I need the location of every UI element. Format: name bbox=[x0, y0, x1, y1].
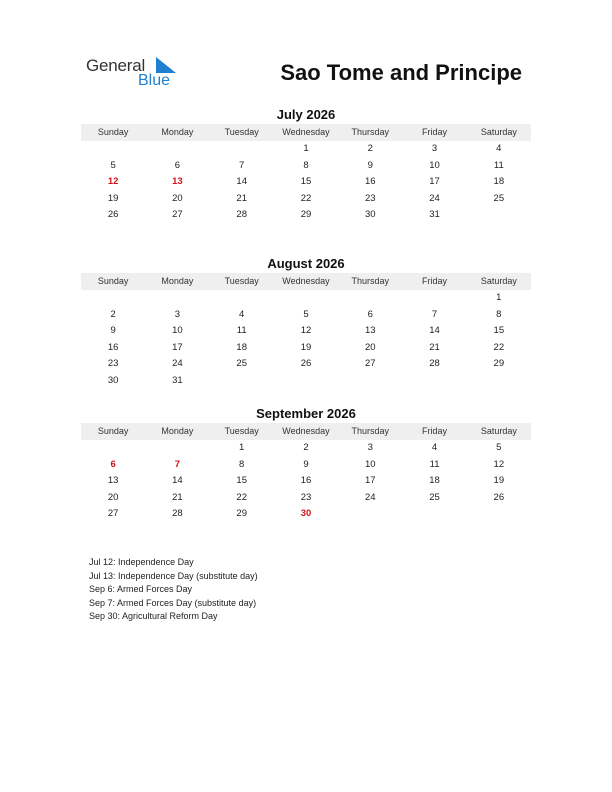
holiday-note: Sep 7: Armed Forces Day (substitute day) bbox=[89, 597, 257, 608]
weekday-label: Thursday bbox=[351, 426, 390, 436]
date-cell: 7 bbox=[431, 308, 438, 320]
date-cell: 8 bbox=[239, 458, 245, 470]
date-cell: 8 bbox=[496, 308, 502, 320]
date-cell: 30 bbox=[364, 209, 376, 221]
week-row bbox=[81, 207, 531, 224]
date-cell: 9 bbox=[303, 458, 309, 470]
date-cell: 29 bbox=[493, 358, 505, 370]
weekday-label: Friday bbox=[422, 127, 448, 137]
empty-date-cell bbox=[145, 290, 209, 307]
logo-text-blue: Blue bbox=[138, 72, 171, 89]
week-row bbox=[81, 373, 531, 390]
date-cell: 11 bbox=[429, 458, 440, 470]
date-cell: 1 bbox=[303, 143, 309, 154]
date-cell: 11 bbox=[236, 325, 247, 337]
holiday-date-cell: 6 bbox=[110, 458, 116, 470]
generalblue-logo bbox=[86, 56, 186, 92]
weekday-label: Wednesday bbox=[282, 426, 330, 436]
date-cell: 27 bbox=[107, 508, 119, 520]
logo-text-general: General bbox=[86, 56, 146, 75]
date-cell: 28 bbox=[172, 508, 183, 520]
date-cell: 26 bbox=[107, 209, 119, 221]
date-cell: 8 bbox=[303, 159, 309, 171]
date-cell: 21 bbox=[429, 341, 440, 353]
date-cell: 19 bbox=[493, 475, 505, 487]
week-row bbox=[81, 340, 531, 357]
date-cell: 9 bbox=[110, 325, 116, 337]
empty-date-cell bbox=[467, 207, 531, 224]
date-cell: 22 bbox=[236, 491, 247, 503]
weekday-label: Monday bbox=[161, 426, 194, 436]
empty-date-cell bbox=[81, 290, 145, 307]
weekday-label: Wednesday bbox=[282, 276, 330, 286]
date-cell: 21 bbox=[236, 192, 247, 204]
empty-date-cell bbox=[467, 506, 531, 523]
date-cell: 15 bbox=[236, 475, 247, 487]
date-cell: 19 bbox=[107, 192, 119, 204]
holiday-note: Jul 12: Independence Day bbox=[89, 557, 194, 567]
date-cell: 25 bbox=[236, 358, 247, 370]
date-cell: 2 bbox=[110, 308, 116, 320]
weekday-label: Friday bbox=[422, 276, 448, 286]
week-row bbox=[81, 174, 531, 191]
date-cell: 31 bbox=[429, 209, 440, 221]
weekday-label: Monday bbox=[161, 276, 194, 286]
logo-triangle-icon bbox=[156, 57, 176, 73]
holiday-notes bbox=[89, 556, 258, 624]
date-cell: 16 bbox=[300, 475, 312, 487]
empty-date-cell bbox=[402, 373, 466, 390]
empty-date-cell bbox=[338, 290, 402, 307]
empty-date-cell bbox=[274, 373, 338, 390]
date-cell: 26 bbox=[493, 491, 505, 503]
weekday-header-row bbox=[81, 124, 531, 141]
date-cell: 9 bbox=[367, 159, 373, 171]
week-row bbox=[81, 490, 531, 507]
date-cell: 20 bbox=[364, 341, 376, 353]
date-cell: 16 bbox=[364, 176, 376, 188]
date-cell: 31 bbox=[172, 374, 183, 386]
date-cell: 26 bbox=[300, 358, 312, 370]
week-row bbox=[81, 290, 531, 307]
weekday-label: Thursday bbox=[351, 127, 390, 137]
empty-date-cell bbox=[402, 506, 466, 523]
date-cell: 10 bbox=[172, 325, 183, 337]
week-row bbox=[81, 356, 531, 373]
weekday-label: Friday bbox=[422, 426, 448, 436]
empty-date-cell bbox=[210, 141, 274, 158]
date-cell: 13 bbox=[364, 325, 376, 337]
date-cell: 5 bbox=[496, 442, 502, 453]
calendar-month-september bbox=[81, 405, 531, 523]
empty-date-cell bbox=[467, 373, 531, 390]
date-cell: 3 bbox=[431, 143, 438, 154]
empty-date-cell bbox=[145, 141, 209, 158]
date-cell: 24 bbox=[429, 192, 440, 204]
date-cell: 1 bbox=[496, 292, 502, 303]
date-cell: 5 bbox=[110, 159, 116, 171]
date-cell: 24 bbox=[364, 491, 376, 503]
date-cell: 10 bbox=[364, 458, 376, 470]
date-cell: 11 bbox=[493, 159, 504, 171]
date-cell: 2 bbox=[367, 143, 373, 154]
date-cell: 3 bbox=[367, 442, 373, 453]
date-cell: 3 bbox=[174, 308, 181, 320]
week-row bbox=[81, 440, 531, 457]
date-cell: 15 bbox=[493, 325, 505, 337]
date-cell: 23 bbox=[364, 192, 376, 204]
date-cell: 18 bbox=[236, 341, 247, 353]
weekday-label: Saturday bbox=[480, 127, 517, 137]
holiday-note: Jul 13: Independence Day (substitute day) bbox=[89, 570, 258, 581]
weekday-label: Tuesday bbox=[224, 276, 259, 286]
empty-date-cell bbox=[402, 290, 466, 307]
date-cell: 25 bbox=[493, 192, 505, 204]
empty-date-cell bbox=[81, 141, 145, 158]
week-row bbox=[81, 506, 531, 523]
date-cell: 6 bbox=[367, 308, 373, 320]
holiday-date-cell: 30 bbox=[300, 508, 312, 520]
date-cell: 4 bbox=[431, 442, 438, 453]
weekday-label: Tuesday bbox=[224, 426, 259, 436]
date-cell: 17 bbox=[429, 176, 440, 188]
date-cell: 13 bbox=[107, 475, 119, 487]
date-cell: 12 bbox=[493, 458, 505, 470]
empty-date-cell bbox=[145, 440, 209, 457]
week-row bbox=[81, 307, 531, 324]
weekday-label: Sunday bbox=[97, 426, 129, 436]
empty-date-cell bbox=[274, 290, 338, 307]
weekday-label: Thursday bbox=[351, 276, 390, 286]
date-cell: 7 bbox=[239, 159, 245, 171]
empty-date-cell bbox=[210, 373, 274, 390]
month-title: September 2026 bbox=[256, 406, 356, 421]
empty-date-cell bbox=[210, 290, 274, 307]
holiday-date-cell: 12 bbox=[107, 176, 119, 188]
date-cell: 14 bbox=[236, 176, 247, 188]
date-cell: 17 bbox=[364, 475, 376, 487]
date-cell: 17 bbox=[172, 341, 183, 353]
date-cell: 28 bbox=[429, 358, 440, 370]
date-cell: 6 bbox=[174, 159, 181, 171]
date-cell: 22 bbox=[493, 341, 505, 353]
date-cell: 10 bbox=[429, 159, 440, 171]
holiday-note: Sep 30: Agricultural Reform Day bbox=[89, 611, 218, 621]
date-cell: 14 bbox=[172, 475, 183, 487]
empty-date-cell bbox=[81, 440, 145, 457]
weekday-label: Monday bbox=[161, 127, 194, 137]
date-cell: 18 bbox=[493, 176, 505, 188]
weekday-label: Wednesday bbox=[282, 127, 330, 137]
date-cell: 1 bbox=[239, 442, 245, 453]
weekday-header-row bbox=[81, 423, 531, 440]
date-cell: 4 bbox=[496, 143, 502, 154]
holiday-date-cell: 13 bbox=[172, 176, 183, 188]
date-cell: 30 bbox=[107, 374, 119, 386]
date-cell: 27 bbox=[364, 358, 376, 370]
holiday-date-cell: 7 bbox=[174, 458, 181, 470]
weekday-label: Tuesday bbox=[224, 127, 259, 137]
month-title: July 2026 bbox=[276, 107, 336, 122]
weekday-label: Sunday bbox=[97, 127, 129, 137]
calendar-month-july bbox=[81, 106, 531, 224]
date-cell: 4 bbox=[239, 308, 245, 320]
empty-date-cell bbox=[338, 373, 402, 390]
page-title: Sao Tome and Principe bbox=[280, 60, 522, 85]
date-cell: 19 bbox=[300, 341, 312, 353]
weekday-header-row bbox=[81, 273, 531, 290]
empty-date-cell bbox=[338, 506, 402, 523]
week-row bbox=[81, 158, 531, 175]
date-cell: 15 bbox=[300, 176, 312, 188]
date-cell: 23 bbox=[300, 491, 312, 503]
holiday-note: Sep 6: Armed Forces Day bbox=[89, 584, 193, 594]
date-cell: 20 bbox=[172, 192, 183, 204]
date-cell: 25 bbox=[429, 491, 440, 503]
date-cell: 18 bbox=[429, 475, 440, 487]
week-row bbox=[81, 457, 531, 474]
weekday-label: Sunday bbox=[97, 276, 129, 286]
week-row bbox=[81, 473, 531, 490]
date-cell: 28 bbox=[236, 209, 247, 221]
date-cell: 12 bbox=[300, 325, 312, 337]
weekday-label: Saturday bbox=[480, 276, 517, 286]
date-cell: 23 bbox=[107, 358, 119, 370]
weekday-label: Saturday bbox=[480, 426, 517, 436]
date-cell: 20 bbox=[107, 491, 119, 503]
week-row bbox=[81, 191, 531, 208]
calendar-month-august bbox=[81, 255, 531, 390]
date-cell: 5 bbox=[303, 308, 309, 320]
month-title: August 2026 bbox=[267, 256, 345, 271]
date-cell: 24 bbox=[172, 358, 183, 370]
date-cell: 16 bbox=[107, 341, 119, 353]
date-cell: 29 bbox=[236, 508, 247, 520]
date-cell: 27 bbox=[172, 209, 183, 221]
date-cell: 29 bbox=[300, 209, 312, 221]
date-cell: 22 bbox=[300, 192, 312, 204]
date-cell: 21 bbox=[172, 491, 183, 503]
date-cell: 2 bbox=[303, 442, 309, 453]
week-row bbox=[81, 141, 531, 158]
date-cell: 14 bbox=[429, 325, 440, 337]
week-row bbox=[81, 323, 531, 340]
